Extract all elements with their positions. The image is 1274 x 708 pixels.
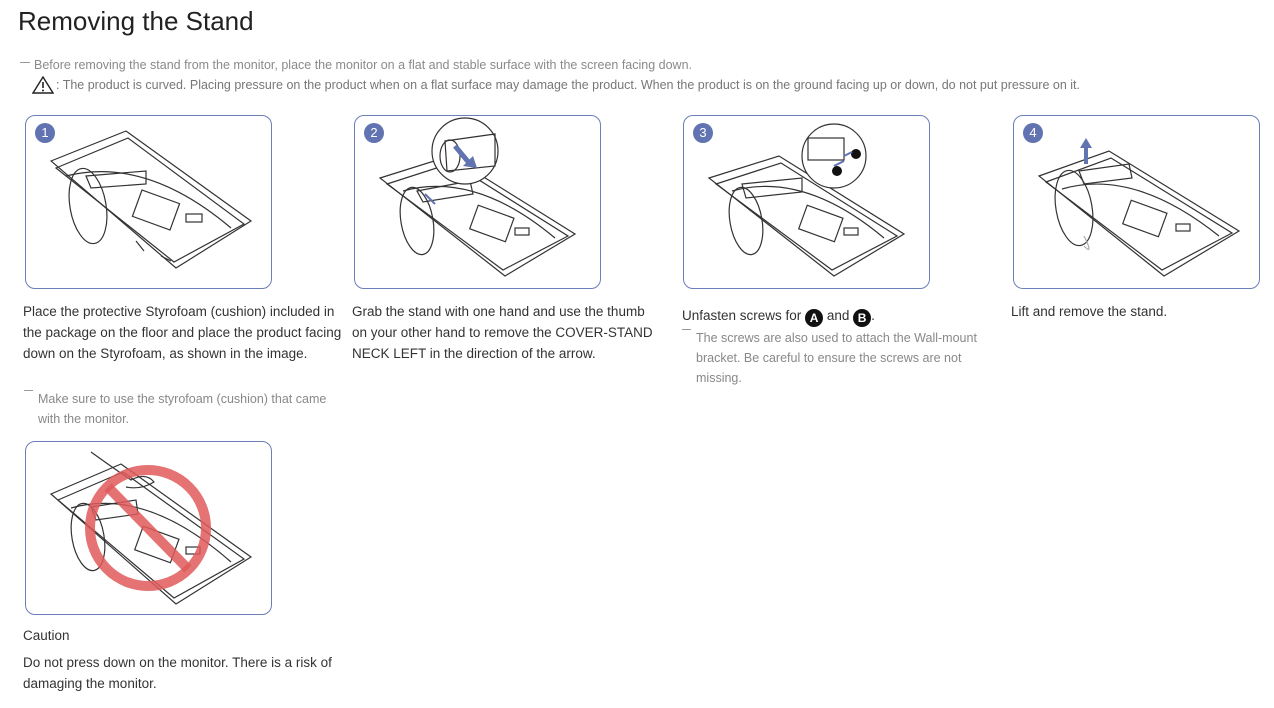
caution-text: Do not press down on the monitor. There is a risk of damaging the monitor. bbox=[23, 655, 332, 691]
step-3-subnote bbox=[696, 328, 996, 388]
warning-text: : The product is curved. Placing pressure on the product when on a flat surface may damage the product. When the product is on the ground facing up or down, do not put pressure on it. bbox=[56, 78, 1080, 92]
step-3-text-and: and bbox=[826, 308, 850, 323]
do-not-press-icon bbox=[26, 442, 271, 614]
warning-triangle-icon bbox=[32, 76, 54, 94]
step-3-text-prefix: Unfasten screws for bbox=[682, 308, 802, 323]
step-3-subnote-text: The screws are also used to attach the Wall-mount bracket. Be careful to ensure the screws are not missing. bbox=[696, 331, 977, 385]
subnote-dash bbox=[682, 329, 691, 330]
caution-illustration bbox=[25, 441, 272, 615]
step-3-illustration bbox=[683, 115, 930, 289]
step-2-illustration bbox=[354, 115, 601, 289]
step-2-text: Grab the stand with one hand and use the thumb on your other hand to remove the COVER-STAND NECK LEFT in the direction of the arrow. bbox=[352, 304, 653, 361]
step-1-text: Place the protective Styrofoam (cushion) included in the package on the floor and place the product facing down on the Styrofoam, as shown in the image. bbox=[23, 304, 342, 361]
intro-note bbox=[20, 55, 692, 75]
step-3-text-suffix: . bbox=[871, 308, 875, 323]
step-1-subnote-text: Make sure to use the styrofoam (cushion) that came with the monitor. bbox=[38, 392, 327, 426]
step-3-text bbox=[682, 305, 1002, 327]
intro-note-text: Before removing the stand from the monitor, place the monitor on a flat and stable surface with the screen facing down. bbox=[34, 58, 693, 72]
step-4-text: Lift and remove the stand. bbox=[1011, 304, 1168, 319]
step-1-number: 1 bbox=[35, 123, 55, 143]
lift-stand-icon bbox=[1014, 116, 1259, 288]
subnote-dash bbox=[24, 390, 33, 391]
step-3-number: 3 bbox=[693, 123, 713, 143]
step-4-number: 4 bbox=[1023, 123, 1043, 143]
remove-cover-icon bbox=[355, 116, 600, 288]
monitor-on-cushion-icon bbox=[26, 116, 271, 288]
note-dash bbox=[20, 62, 30, 63]
unfasten-screws-icon bbox=[684, 116, 929, 288]
step-2-number: 2 bbox=[364, 123, 384, 143]
step-4-illustration bbox=[1013, 115, 1260, 289]
page-title: Removing the Stand bbox=[18, 6, 254, 36]
step-1-illustration bbox=[25, 115, 272, 289]
caution-title: Caution bbox=[23, 628, 70, 643]
label-b-badge: B bbox=[853, 309, 871, 327]
warning-note bbox=[32, 76, 1080, 94]
label-a-badge: A bbox=[805, 309, 823, 327]
step-1-subnote bbox=[38, 389, 343, 429]
